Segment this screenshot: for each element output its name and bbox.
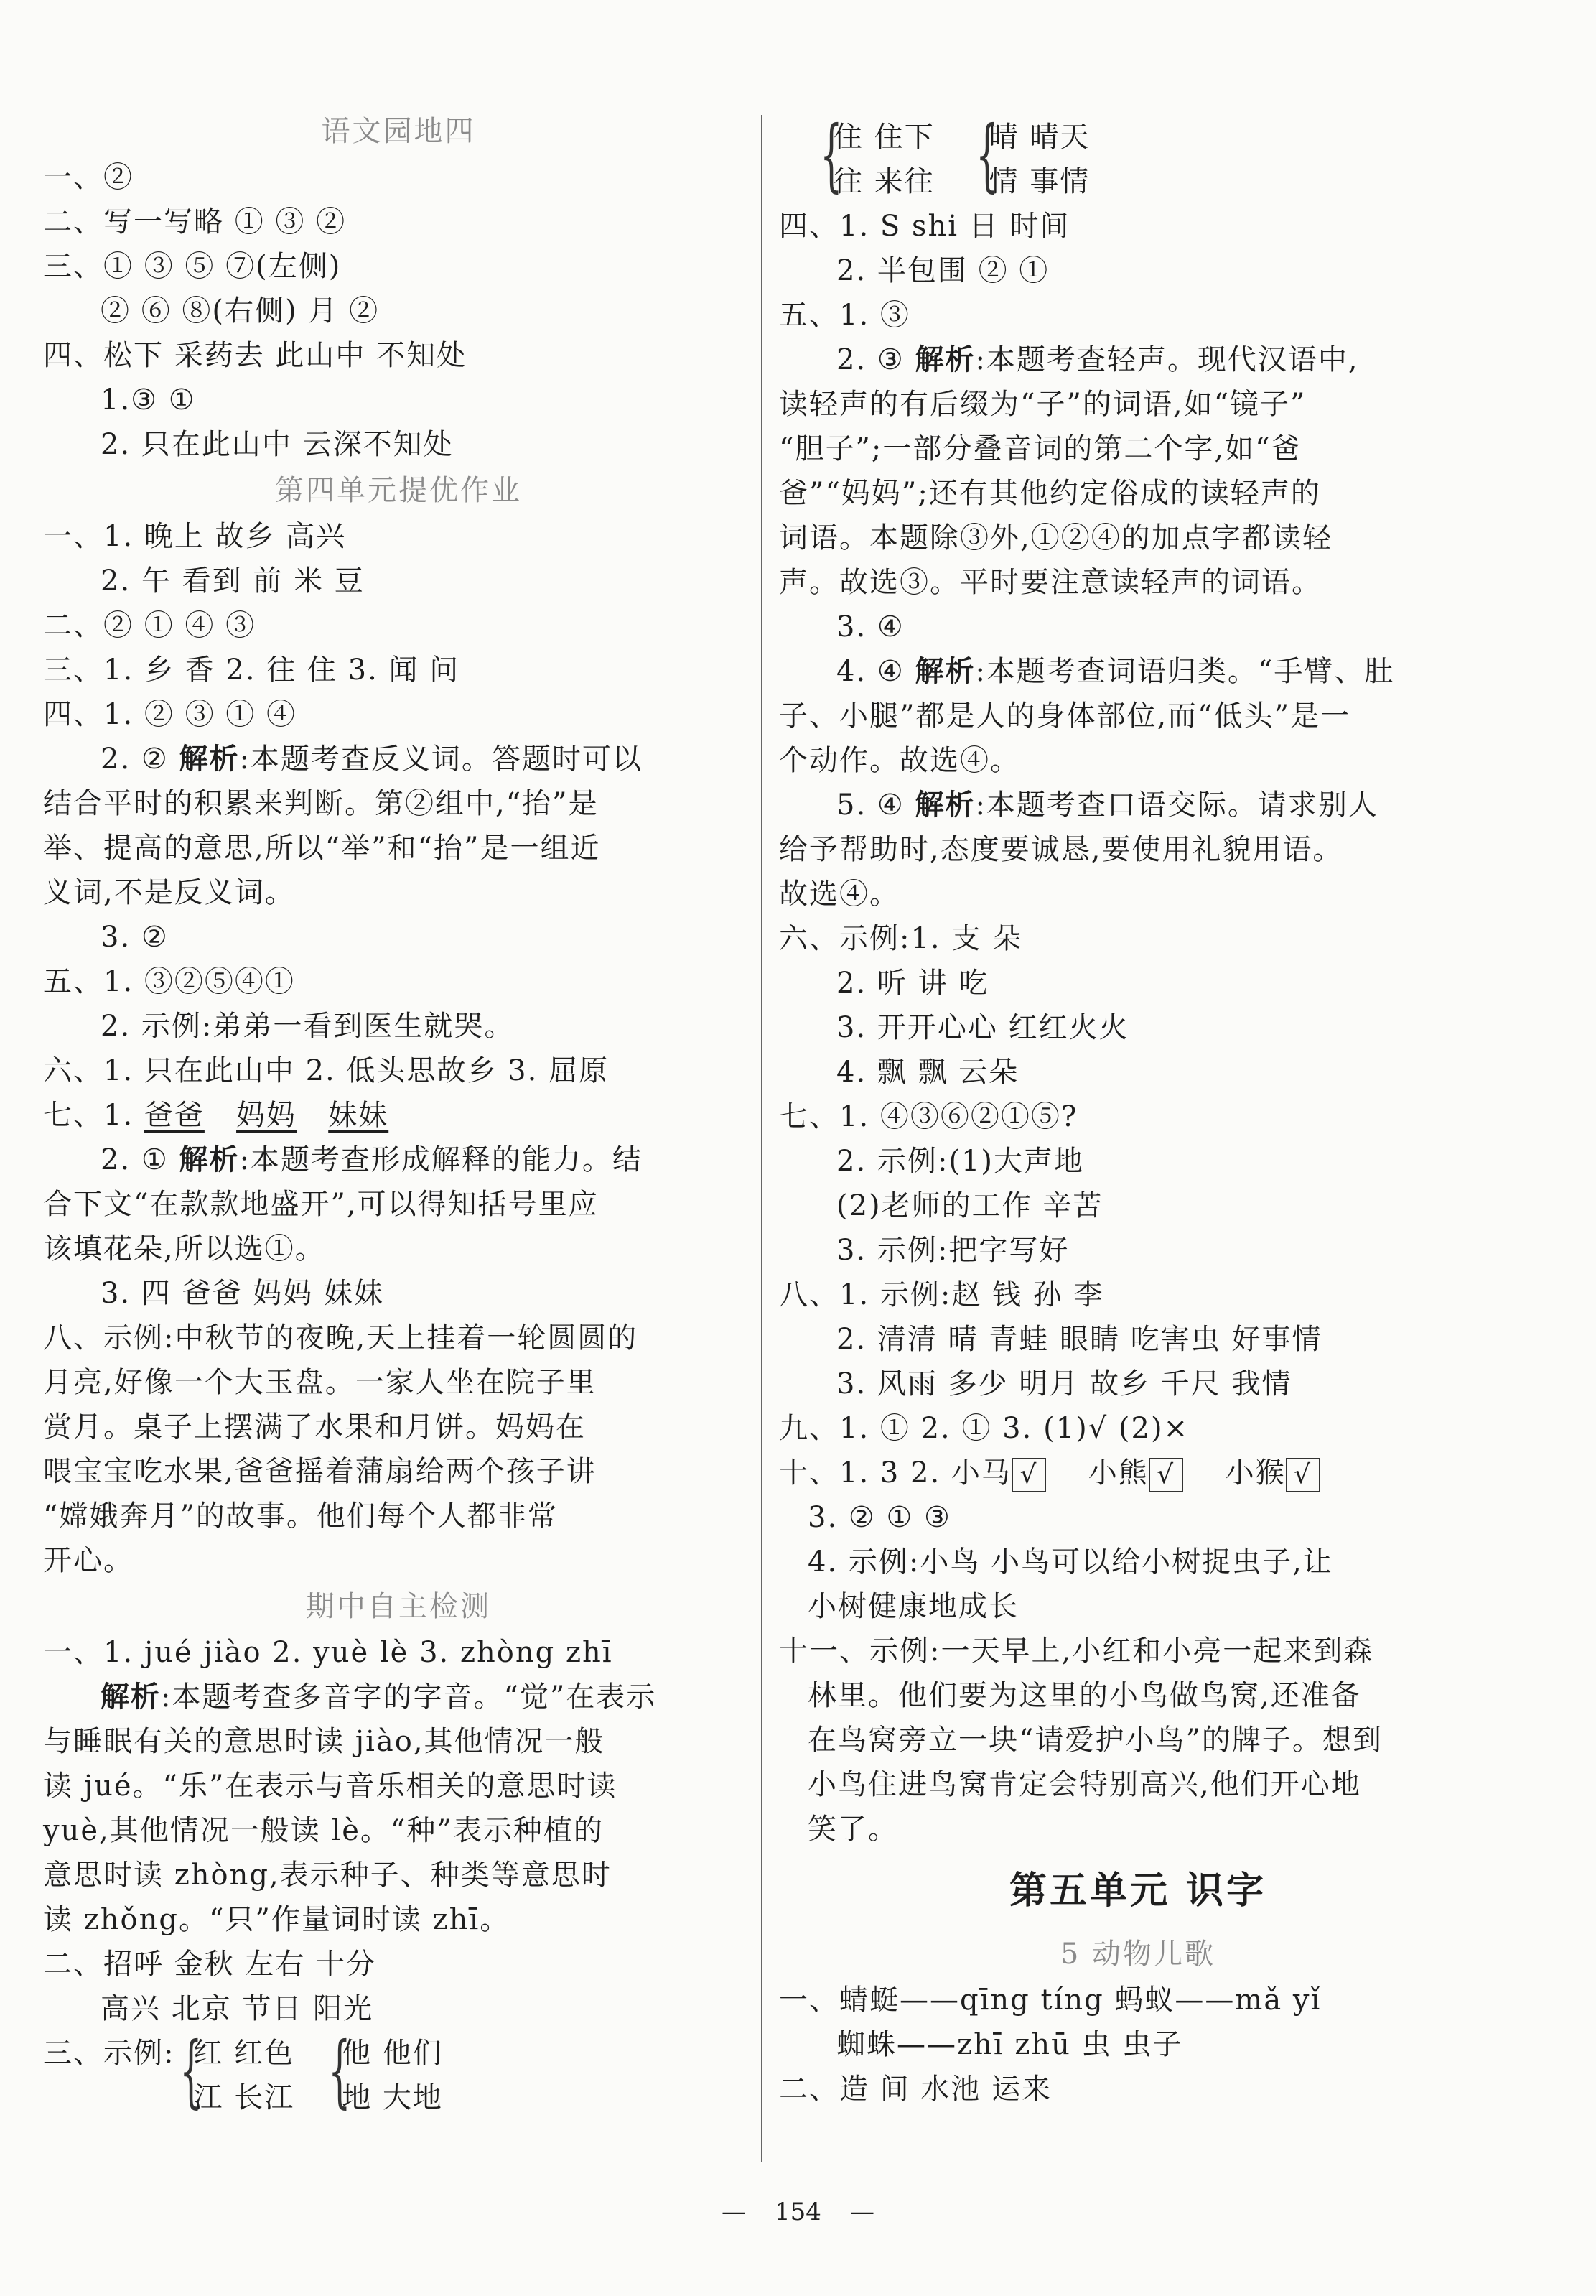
answer-line: 一、②	[43, 161, 134, 194]
answer-line: 开心。	[43, 1544, 134, 1577]
answer-line: 3. ② ① ③	[808, 1501, 951, 1534]
answer-line: 5. ④ 解析:本题考查口语交际。请求别人	[836, 788, 1378, 822]
answer-line: “胆子”;一部分叠音词的第二个字,如“爸	[779, 432, 1302, 465]
answer-line: ② ⑥ ⑧(右侧) 月 ②	[101, 294, 380, 327]
left-column	[43, 108, 754, 2120]
answer-line: 四、1. S shi 日 时间	[779, 210, 1070, 243]
answer-line: 3. ④	[836, 610, 905, 643]
answer-line: 林里。他们要为这里的小鸟做鸟窝,还准备	[808, 1679, 1361, 1712]
brace-stack	[834, 115, 935, 204]
answer-line: 三、1. 乡 香 2. 往 住 3. 闻 问	[43, 654, 460, 687]
analysis-label: 解析	[101, 1680, 161, 1714]
answer-line: 2. 清清 晴 青蛙 眼睛 吃害虫 好事情	[836, 1323, 1322, 1356]
brace-symbol: {	[820, 108, 843, 200]
answer-line: 一、1. jué jiào 2. yuè lè 3. zhòng zhī	[43, 1636, 613, 1669]
answer-line: 4. 示例:小鸟 小鸟可以给小树捉虫子,让	[808, 1546, 1333, 1579]
column-divider	[761, 115, 762, 2162]
answer-line: 3. ②	[101, 921, 169, 954]
answer-line: 月亮,好像一个大玉盘。一家人坐在院子里	[43, 1366, 597, 1399]
analysis-label: 解析	[915, 788, 976, 822]
brace-stack	[342, 2031, 443, 2120]
analysis-label: 解析	[179, 742, 240, 776]
answer-line: 小树健康地成长	[808, 1590, 1019, 1623]
answer-line: 子、小腿”都是人的身体部位,而“低头”是一	[779, 700, 1351, 733]
brace-stack	[193, 2031, 294, 2120]
brace-item: 住 住下	[834, 121, 935, 154]
analysis-label: 解析	[915, 654, 976, 688]
analysis-label: 解析	[179, 1143, 240, 1176]
answer-line: 五、1. ③	[779, 299, 910, 332]
answer-line: 2. 半包围 ② ①	[836, 254, 1050, 287]
answer-line: 解析:本题考查多音字的字音。“觉”在表示	[101, 1680, 657, 1714]
answer-line: 六、1. 只在此山中 2. 低头思故乡 3. 屈原	[43, 1054, 610, 1087]
answer-line: 读 jué。“乐”在表示与音乐相关的意思时读	[43, 1770, 617, 1803]
answer-line: 十、1. 3 2. 小马 √ 小熊 √ 小猴 √	[779, 1451, 1497, 1495]
checkbox-mark: √	[1012, 1458, 1046, 1492]
answer-line: 3. 示例:把字写好	[836, 1234, 1070, 1267]
answer-line: 2. 听 讲 吃	[836, 967, 989, 1000]
answer-line: 二、招呼 金秋 左右 十分	[43, 1948, 377, 1981]
answer-line: 3. 四 爸爸 妈妈 妹妹	[101, 1277, 385, 1310]
right-column	[779, 108, 1497, 2111]
answer-line: 举、提高的意思,所以“举”和“抬”是一组近	[43, 832, 601, 865]
answer-line: (2)老师的工作 辛苦	[836, 1189, 1103, 1222]
page-number: — 154 —	[722, 2198, 874, 2226]
answer-line: 故选④。	[779, 878, 900, 911]
answer-line: 六、示例:1. 支 朵	[779, 922, 1023, 955]
answer-line: 与睡眠有关的意思时读 jiào,其他情况一般	[43, 1725, 605, 1758]
brace-item: 地 大地	[342, 2081, 443, 2114]
answer-line: 三、① ③ ⑤ ⑦(左侧)	[43, 250, 342, 283]
brace-symbol: {	[328, 2025, 351, 2116]
answer-line: 2. ① 解析:本题考查形成解释的能力。结	[101, 1143, 643, 1176]
answer-line: 四、1. ② ③ ① ④	[43, 698, 297, 731]
answer-line: 七、1. 爸爸 妈妈 妹妹	[43, 1099, 389, 1132]
answer-line: 结合平时的积累来判断。第②组中,“抬”是	[43, 787, 599, 820]
answer-line: 意思时读 zhòng,表示种子、种类等意思时	[43, 1859, 612, 1892]
answer-line: 2. ③ 解析:本题考查轻声。现代汉语中,	[836, 343, 1359, 376]
unit-heading: 第五单元 识字	[1009, 1869, 1267, 1912]
lesson-title: 5 动物儿歌	[1060, 1938, 1216, 1971]
brace-item: 情 事情	[989, 165, 1091, 198]
brace-group-row	[779, 108, 1497, 204]
brace-symbol: {	[975, 108, 999, 200]
answer-line-prefix: 三、示例:	[43, 2037, 175, 2070]
answer-line: 二、造 间 水池 运来	[779, 2073, 1053, 2106]
answer-line: 2. 示例:(1)大声地	[836, 1145, 1085, 1178]
answer-line: 声。故选③。平时要注意读轻声的词语。	[779, 566, 1322, 599]
answer-line: 十一、示例:一天早上,小红和小亮一起来到森	[779, 1635, 1374, 1668]
answer-line: 在鸟窝旁立一块“请爱护小鸟”的牌子。想到	[808, 1724, 1383, 1757]
answer-line: 2. 只在此山中 云深不知处	[101, 428, 454, 461]
answer-line: 四、松下 采药去 此山中 不知处	[43, 339, 467, 372]
section-title-unit4-homework: 第四单元提优作业	[275, 474, 522, 507]
analysis-label: 解析	[915, 343, 976, 376]
answer-line: 合下文“在款款地盛开”,可以得知括号里应	[43, 1188, 599, 1221]
answer-line: 2. ② 解析:本题考查反义词。答题时可以	[101, 742, 643, 776]
answer-line: 读 zhǒng。“只”作量词时读 zhī。	[43, 1903, 510, 1936]
brace-stack	[989, 115, 1091, 204]
underlined-word: 爸爸	[144, 1099, 205, 1132]
answer-line: 爸”“妈妈”;还有其他约定俗成的读轻声的	[779, 477, 1321, 510]
answer-line: 个动作。故选④。	[779, 744, 1020, 777]
answer-line: 一、蜻蜓——qīng tíng 蚂蚁——mǎ yǐ	[779, 1984, 1322, 2017]
checkbox-mark: √	[1149, 1458, 1183, 1492]
answer-line: 3. 开开心心 红红火火	[836, 1011, 1129, 1044]
answer-line: 1.③ ①	[101, 384, 196, 417]
answer-line: 喂宝宝吃水果,爸爸摇着蒲扇给两个孩子讲	[43, 1455, 597, 1488]
brace-item: 晴 晴天	[989, 121, 1091, 154]
answer-line: 该填花朵,所以选①。	[43, 1232, 325, 1265]
answer-line: 五、1. ③②⑤④①	[43, 965, 295, 998]
answer-line: 笑了。	[808, 1813, 898, 1846]
answer-line: 八、1. 示例:赵 钱 孙 李	[779, 1278, 1104, 1311]
answer-line: 4. 飘 飘 云朵	[836, 1056, 1019, 1089]
answer-line: 九、1. ① 2. ① 3. (1)√ (2)×	[779, 1412, 1190, 1445]
brace-item: 往 来往	[834, 165, 935, 198]
answer-line: 小鸟住进鸟窝肯定会特别高兴,他们开心地	[808, 1768, 1361, 1801]
answer-line: 赏月。桌子上摆满了水果和月饼。妈妈在	[43, 1410, 586, 1444]
answer-line: 八、示例:中秋节的夜晚,天上挂着一轮圆圆的	[43, 1321, 638, 1354]
answer-line: 七、1. ④③⑥②①⑤?	[779, 1100, 1078, 1133]
answer-line: 词语。本题除③外,①②④的加点字都读轻	[779, 521, 1333, 554]
underlined-word: 妈妈	[236, 1099, 297, 1132]
answer-line: 2. 午 看到 前 米 豆	[101, 564, 365, 598]
answer-line: 4. ④ 解析:本题考查词语归类。“手臂、肚	[836, 654, 1395, 688]
section-title-midterm: 期中自主检测	[306, 1590, 491, 1623]
answer-line: yuè,其他情况一般读 lè。“种”表示种植的	[43, 1814, 604, 1847]
answer-line: 蜘蛛——zhī zhū 虫 虫子	[836, 2028, 1183, 2061]
answer-line: 3. 风雨 多少 明月 故乡 千尺 我情	[836, 1367, 1292, 1400]
brace-item: 红 红色	[193, 2037, 295, 2070]
answer-line: 给予帮助时,态度要诚恳,要使用礼貌用语。	[779, 833, 1343, 866]
answer-line: 一、1. 晚上 故乡 高兴	[43, 520, 347, 553]
underlined-word: 妹妹	[328, 1099, 389, 1132]
section-title-yuwen-yuandi: 语文园地四	[321, 115, 476, 148]
brace-symbol: {	[179, 2025, 203, 2116]
brace-group-row	[43, 2025, 754, 2120]
checkbox-mark: √	[1286, 1458, 1320, 1492]
answer-line: 2. 示例:弟弟一看到医生就哭。	[101, 1010, 515, 1043]
answer-line: 二、② ① ④ ③	[43, 609, 256, 642]
answer-line: 高兴 北京 节日 阳光	[101, 1992, 374, 2025]
answer-line: “嫦娥奔月”的故事。他们每个人都非常	[43, 1500, 558, 1533]
brace-item: 江 长江	[193, 2081, 295, 2114]
answer-line: 读轻声的有后缀为“子”的词语,如“镜子”	[779, 388, 1307, 421]
answer-line: 义词,不是反义词。	[43, 876, 295, 909]
brace-item: 他 他们	[342, 2037, 443, 2070]
answer-line: 二、写一写略 ① ③ ②	[43, 205, 347, 238]
